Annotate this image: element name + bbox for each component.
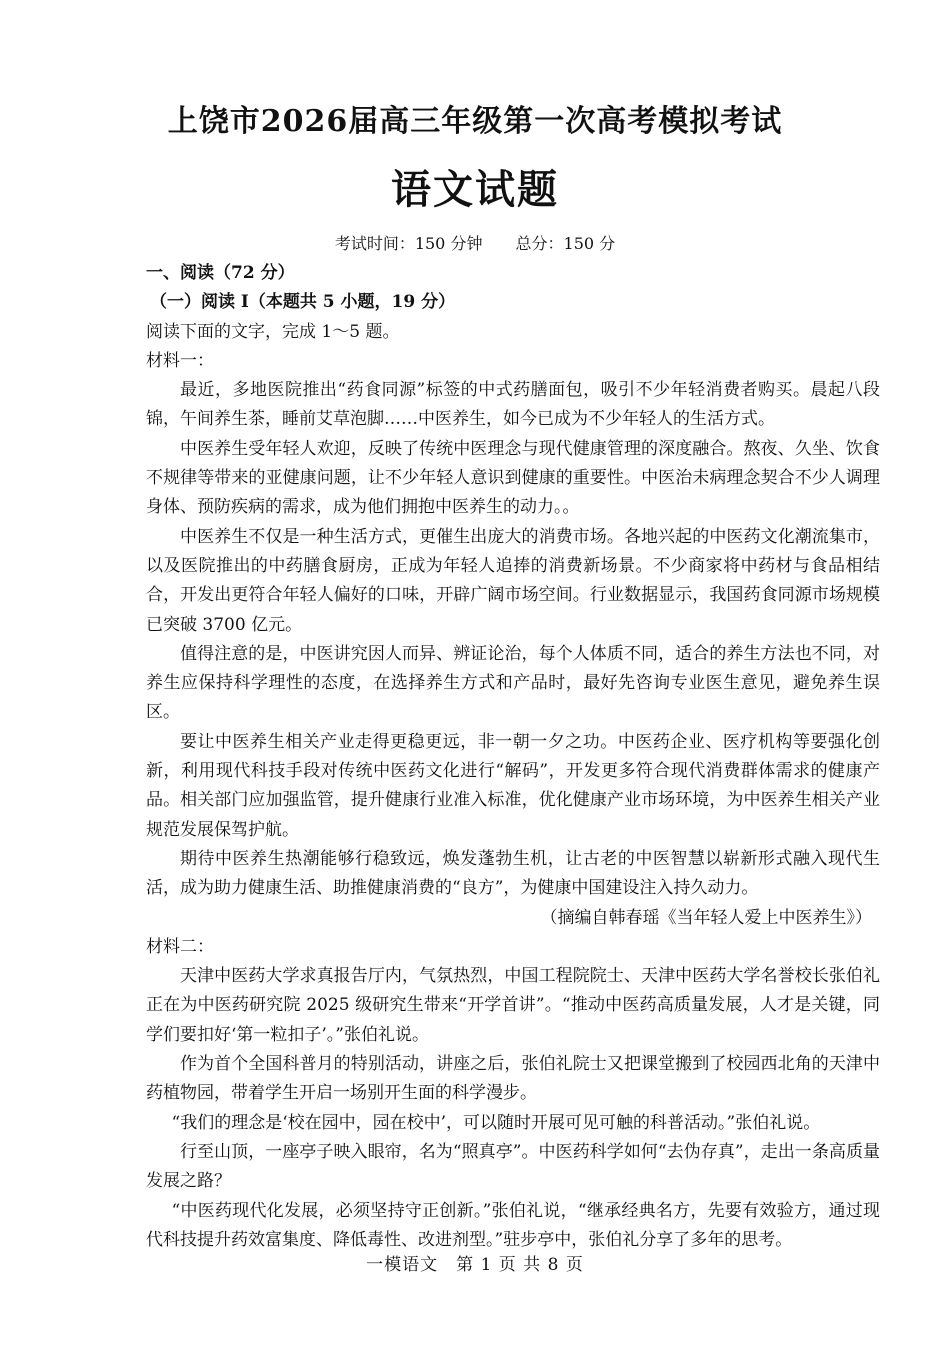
subject-title: 语文试题 — [391, 166, 559, 213]
paragraph: 要让中医养生相关产业走得更稳更远，非一朝一夕之功。中医药企业、医疗机构等要强化创新，利用现代科技手段对传统中医药文化进行“解码”，开发更多符合现代消费群体需求的健康产品。相关部门应加强监管，提升健康行业准入标准，优化健康产业市场环境，为中医养生相关产业规范发展保驾护航。 — [146, 731, 880, 840]
section-heading: 一、阅读（72 分） — [146, 263, 295, 283]
page-footer: 一模语文 第 1 页 共 8 页 — [366, 1255, 584, 1275]
paragraph: 作为首个全国科普月的特别活动，讲座之后，张伯礼院士又把课堂搬到了校园西北角的天津中药植物园，带着学生开启一场别开生面的科学漫步。 — [146, 1054, 880, 1104]
material-one-label: 材料一： — [146, 350, 214, 371]
paragraph: 中医养生不仅是一种生活方式，更催生出庞大的消费市场。各地兴起的中医药文化潮流集市，以及医院推出的中药膳食厨房，正成为年轻人追捧的消费新场景。不少商家将中药材与食品相结合，开发出更符合年轻人偏好的口味，开辟广阔市场空间。行业数据显示，我国药食同源市场规模已突破 3700 亿元。 — [146, 526, 880, 635]
paragraph: 天津中医药大学求真报告厅内，气氛热烈，中国工程院院士、天津中医药大学名誉校长张伯礼正在为中医药研究院 2025 级研究生带来“开学首讲”。“推动中医药高质量发展，人才是关键，同学们要扣好‘第一粒扣子’。”张伯礼说。 — [146, 966, 880, 1045]
paragraph: “我们的理念是‘校在园中，园在校中’，可以随时开展可见可触的科普活动。”张伯礼说。 — [171, 1112, 821, 1133]
material-one-source: （摘编自韩春瑶《当年轻人爱上中医养生》） — [540, 907, 872, 928]
paragraph: “中医药现代化发展，必须坚持守正创新。”张伯礼说，“继承经典名方，先要有效验方，通过现代科技提升药效富集度、降低毒性、改进剂型。”驻步亭中，张伯礼分享了多年的思考。 — [146, 1200, 880, 1250]
paragraph: 中医养生受年轻人欢迎，反映了传统中医理念与现代健康管理的深度融合。熬夜、久坐、饮食不规律等带来的亚健康问题，让不少年轻人意识到健康的重要性。中医治未病理念契合不少人调理身体、预防疾病的需求，成为他们拥抱中医养生的动力。。 — [146, 438, 880, 518]
paragraph: 期待中医养生热潮能够行稳致远，焕发蓬勃生机，让古老的中医智慧以崭新形式融入现代生活，成为助力健康生活、助推健康消费的“良方”，为健康中国建设注入持久动力。 — [146, 848, 880, 899]
paragraph: 值得注意的是，中医讲究因人而异、辨证论治，每个人体质不同，适合的养生方法也不同，对养生应保持科学理性的态度，在选择养生方式和产品时，最好先咨询专业医生意见，避免养生误区。 — [146, 643, 880, 723]
exam-score: 总分：150 分 — [515, 234, 616, 253]
exam-body — [146, 259, 880, 1255]
exam-time: 考试时间：150 分钟 — [334, 234, 483, 253]
material-two-label: 材料二： — [146, 936, 214, 957]
exam-meta — [0, 231, 950, 254]
instruction-text: 阅读下面的文字，完成 1～5 题。 — [146, 321, 400, 342]
paragraph: 最近，多地医院推出“药食同源”标签的中式药膳面包，吸引不少年轻消费者购买。晨起八段锦，午间养生茶，睡前艾草泡脚……中医养生，如今已成为不少年轻人的生活方式。 — [146, 380, 880, 430]
exam-title: 上饶市2026届高三年级第一次高考模拟考试 — [167, 104, 783, 139]
subsection-heading: （一）阅读 I（本题共 5 小题，19 分） — [150, 292, 456, 313]
paragraph: 行至山顶，一座亭子映入眼帘，名为“照真亭”。中医药科学如何“去伪存真”，走出一条高质量发展之路？ — [146, 1141, 880, 1192]
